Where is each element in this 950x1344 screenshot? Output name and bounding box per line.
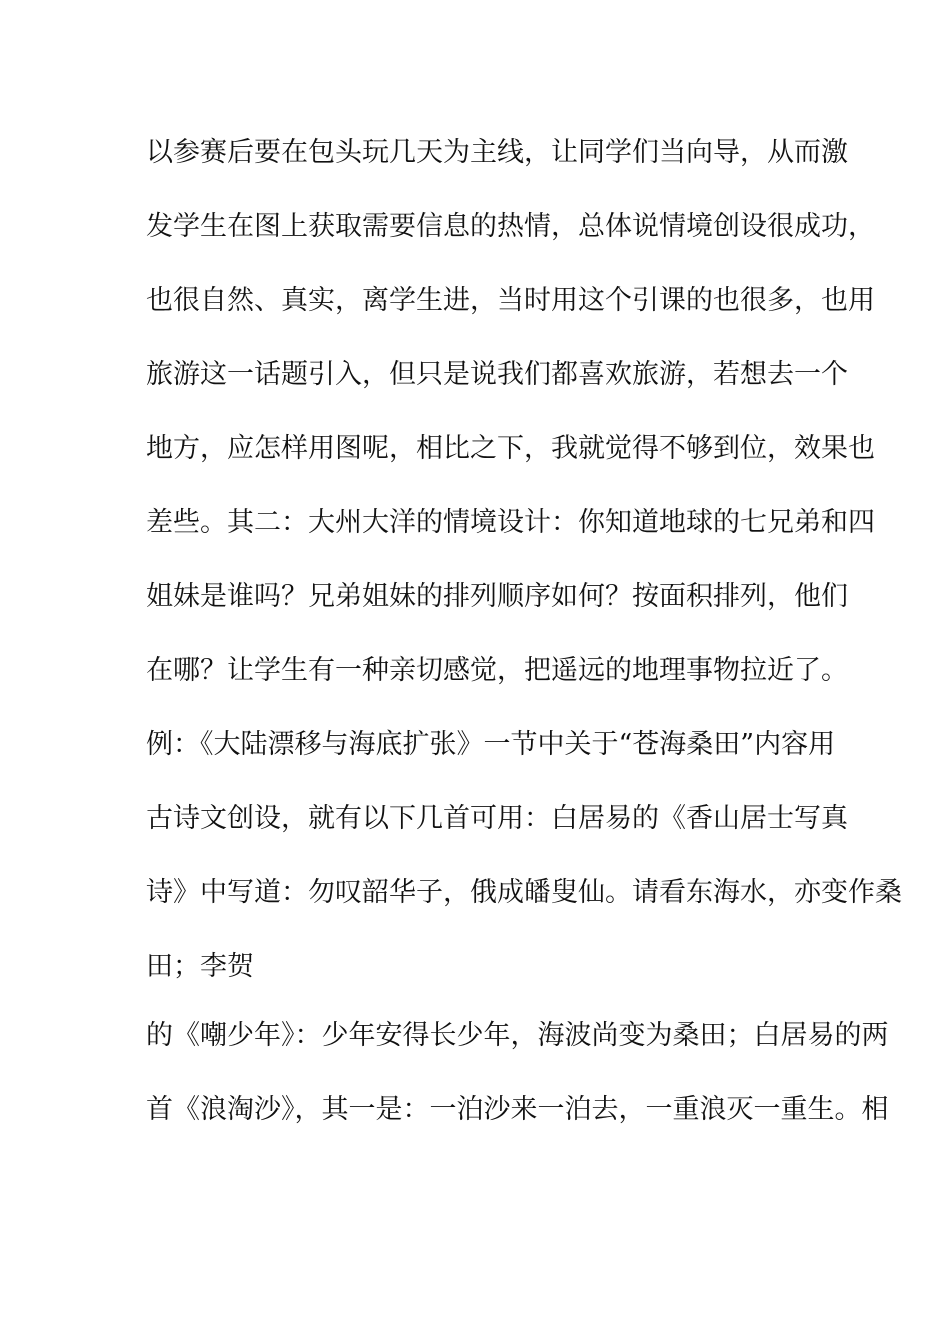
paragraph-line: 古诗文创设，就有以下几首可用：白居易的《香山居士写真	[146, 803, 848, 834]
paragraph-line: 旅游这一话题引入，但只是说我们都喜欢旅游，若想去一个	[146, 359, 848, 390]
paragraph-line: 地方，应怎样用图呢，相比之下，我就觉得不够到位，效果也	[146, 433, 875, 464]
paragraph-line: 姐妹是谁吗？兄弟姐妹的排列顺序如何？按面积排列，他们	[146, 581, 848, 612]
paragraph-line: 诗》中写道：勿叹韶华子，俄成皤叟仙。请看东海水，亦变作桑	[146, 877, 902, 908]
paragraph-line: 也很自然、真实，离学生进，当时用这个引课的也很多，也用	[146, 285, 875, 316]
paragraph-line: 差些。其二：大州大洋的情境设计：你知道地球的七兄弟和四	[146, 507, 875, 538]
paragraph-line: 首《浪淘沙》，其一是：一泊沙来一泊去，一重浪灭一重生。相	[146, 1094, 889, 1125]
paragraph-line: 例：《大陆漂移与海底扩张》一节中关于“苍海桑田”内容用	[146, 729, 836, 760]
paragraph-line: 以参赛后要在包头玩几天为主线，让同学们当向导，从而激	[146, 137, 848, 168]
paragraph-line: 田；李贺	[146, 951, 254, 982]
paragraph-line: 在哪？让学生有一种亲切感觉，把遥远的地理事物拉近了。	[146, 655, 848, 686]
paragraph-line: 发学生在图上获取需要信息的热情，总体说情境创设很成功，	[146, 211, 875, 242]
paragraph-line: 的《嘲少年》：少年安得长少年，海波尚变为桑田；白居易的两	[146, 1020, 889, 1051]
